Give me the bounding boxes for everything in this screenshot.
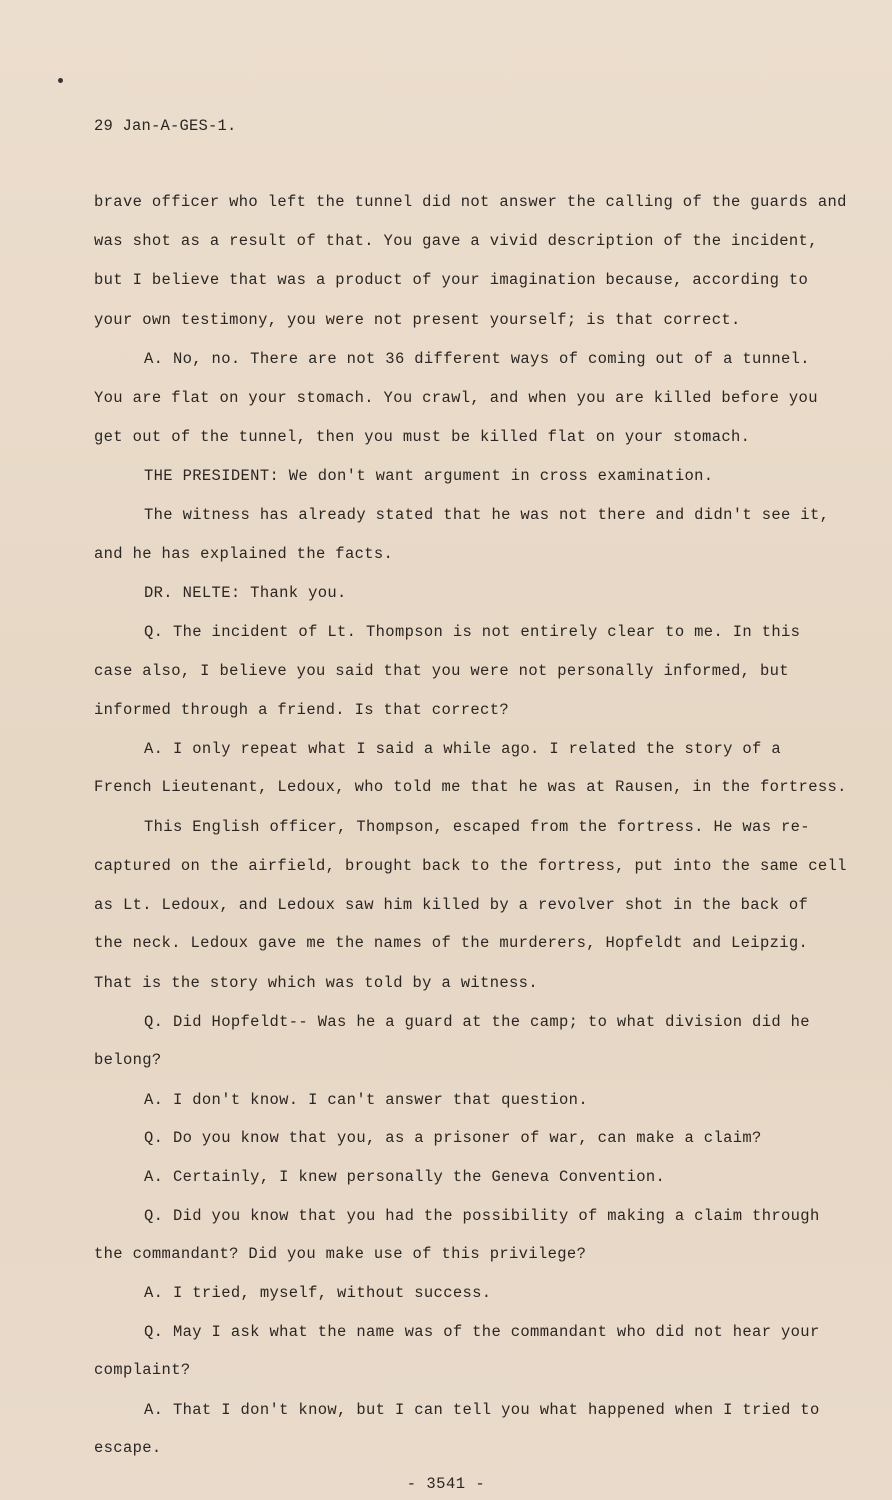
text-line: the commandant? Did you make use of this privilege? bbox=[94, 1245, 587, 1263]
text-line: captured on the airfield, brought back to the fortress, put into the same cell bbox=[94, 857, 847, 875]
text-line: You are flat on your stomach. You crawl, and when you are killed before you bbox=[94, 389, 818, 407]
text-line: complaint? bbox=[94, 1361, 191, 1379]
text-line: as Lt. Ledoux, and Ledoux saw him killed by a revolver shot in the back of bbox=[94, 896, 809, 914]
text-line: A. I don't know. I can't answer that question. bbox=[144, 1091, 588, 1109]
text-line: A. I only repeat what I said a while ago. I related the story of a bbox=[144, 740, 781, 758]
text-line: DR. NELTE: Thank you. bbox=[144, 584, 347, 602]
text-line: French Lieutenant, Ledoux, who told me that he was at Rausen, in the fortress. bbox=[94, 778, 847, 796]
text-line: belong? bbox=[94, 1051, 162, 1069]
text-line: the neck. Ledoux gave me the names of the murderers, Hopfeldt and Leipzig. bbox=[94, 934, 809, 952]
text-line: brave officer who left the tunnel did not answer the calling of the guards and bbox=[94, 193, 847, 211]
text-line: get out of the tunnel, then you must be killed flat on your stomach. bbox=[94, 428, 751, 446]
text-line: The witness has already stated that he was not there and didn't see it, bbox=[144, 506, 830, 524]
text-line: case also, I believe you said that you were not personally informed, but bbox=[94, 662, 789, 680]
text-line: A. I tried, myself, without success. bbox=[144, 1284, 492, 1302]
ink-mark bbox=[58, 78, 63, 83]
text-line: THE PRESIDENT: We don't want argument in cross examination. bbox=[144, 467, 714, 485]
page-header: 29 Jan-A-GES-1. bbox=[94, 117, 237, 135]
text-line: That is the story which was told by a witness. bbox=[94, 974, 538, 992]
text-line: A. No, no. There are not 36 different ways of coming out of a tunnel. bbox=[144, 350, 810, 368]
text-line: A. Certainly, I knew personally the Geneva Convention. bbox=[144, 1168, 666, 1186]
text-line: Q. May I ask what the name was of the commandant who did not hear your bbox=[144, 1323, 820, 1341]
text-line: Q. Did you know that you had the possibility of making a claim through bbox=[144, 1207, 820, 1225]
text-line: informed through a friend. Is that correct? bbox=[94, 701, 510, 719]
text-line: escape. bbox=[94, 1439, 162, 1457]
text-line: your own testimony, you were not present yourself; is that correct. bbox=[94, 311, 741, 329]
text-line: but I believe that was a product of your imagination because, according to bbox=[94, 271, 809, 289]
text-line: was shot as a result of that. You gave a vivid description of the incident, bbox=[94, 232, 818, 250]
text-line: Q. Do you know that you, as a prisoner of war, can make a claim? bbox=[144, 1129, 762, 1147]
text-line: Q. Did Hopfeldt-- Was he a guard at the camp; to what division did he bbox=[144, 1013, 810, 1031]
text-line: A. That I don't know, but I can tell you what happened when I tried to bbox=[144, 1401, 820, 1419]
text-line: This English officer, Thompson, escaped from the fortress. He was re- bbox=[144, 818, 810, 836]
page-number: - 3541 - bbox=[406, 1475, 486, 1493]
text-line: and he has explained the facts. bbox=[94, 545, 394, 563]
text-line: Q. The incident of Lt. Thompson is not entirely clear to me. In this bbox=[144, 623, 801, 641]
